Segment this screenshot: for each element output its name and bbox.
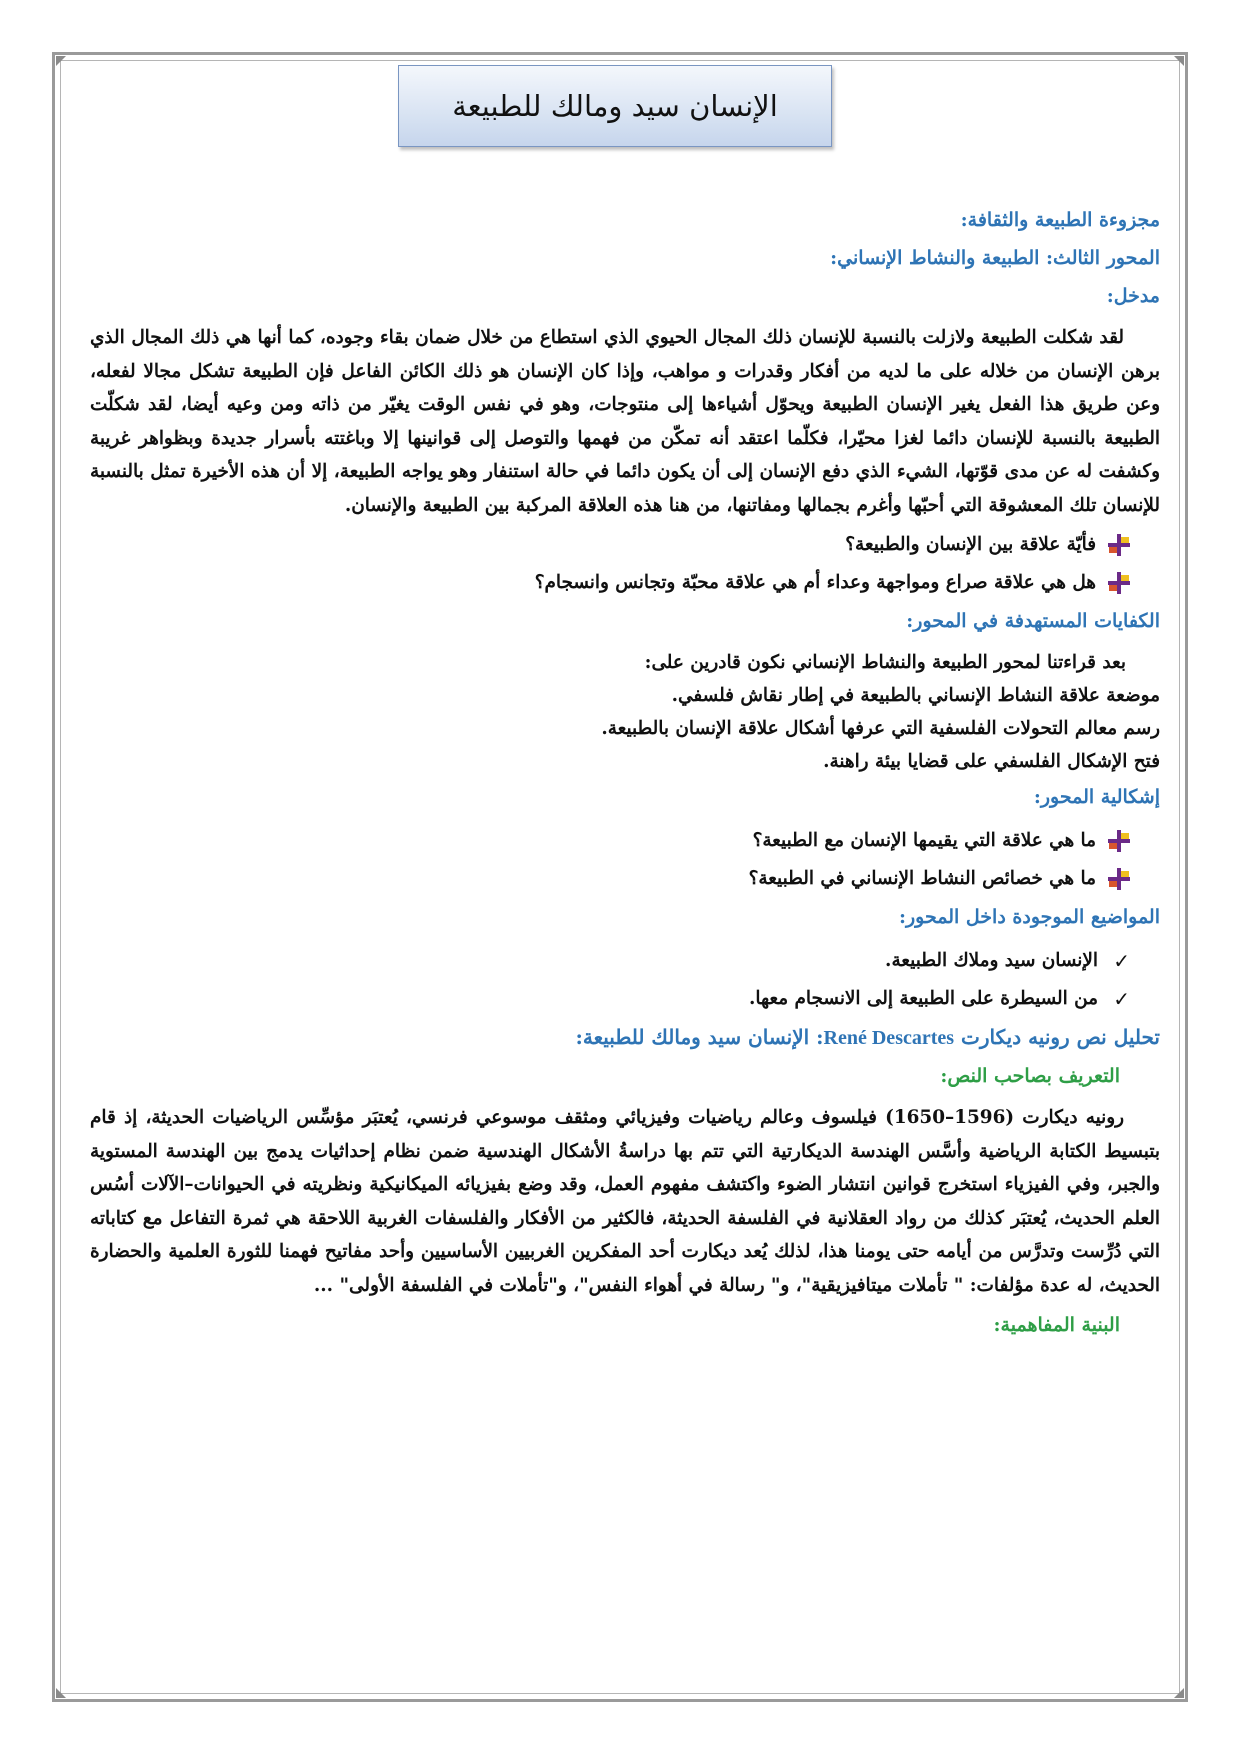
list-item: فأيّة علاقة بين الإنسان والطبيعة؟ — [90, 526, 1130, 564]
author-heading: التعريف بصاحب النص: — [940, 1065, 1120, 1087]
module-heading: مجزوءة الطبيعة والثقافة: — [960, 209, 1160, 231]
intro-paragraph — [90, 321, 1160, 522]
author-line: الهندسة المستوية والجبر، وفي الفيزياء استخرج قوانين انتشار الضوء واكتشف مفهوم العمل، وقد وضع بفيزيائه الميكانيكية ونظريته في — [90, 1140, 1160, 1195]
author-line: اللاحقة هي ثمرة التفاعل مع كتاباته التي دُرِّست وتدرَّس من أيامه حتى يومنا هذا، لذلك يُعد ديكارت أحد المفكرين الغربيين الأساسيين — [90, 1207, 1160, 1262]
axis-heading: المحور الثالث: الطبيعة والنشاط الإنساني: — [830, 247, 1160, 269]
intro-line: لقد شكلت الطبيعة ولازلت بالنسبة للإنسان ذلك المجال الحيوي الذي استطاع من خلال ضمان بقاء وجوده، كما أنها هي ذلك — [190, 327, 1124, 348]
list-item: ✓ الإنسان سيد وملاك الطبيعة. — [90, 942, 1130, 980]
text-analysis-heading: تحليل نص رونيه ديكارت René Descartes: الإنسان سيد ومالك للطبيعة: — [575, 1025, 1160, 1049]
corner-ornament — [56, 56, 66, 66]
competency-item: فتح الإشكال الفلسفي على قضايا بيئة راهنة. — [823, 751, 1160, 772]
intro-line: أيضا، لقد شكلّت الطبيعة بالنسبة للإنسان دائما لغزا محيّرا، فكلّما اعتقد أنه تمكّن من فهمها والتوصل إلى قوانينها إلا وباغتته بأسرار — [90, 394, 1160, 449]
concepts-heading: البنية المفاهمية: — [993, 1314, 1120, 1336]
author-line: رونيه ديكارت (1596–1650) فيلسوف وعالم رياضيات وفيزيائي ومثقف موسوعي فرنسي، يُعتبَر مؤسِّس الرياضيات — [212, 1107, 1125, 1128]
intro-line: المجال الذي برهن الإنسان من خلاله على ما لديه من أفكار وقدرات و مواهب، وإذا كان الإنسان هو ذلك الكائن الفاعل فإن الطبيعة — [90, 327, 1161, 382]
plus-bullet-icon — [1108, 572, 1130, 594]
corner-ornament — [1174, 56, 1184, 66]
author-line: الحيوانات–الآلات أسُس العلم الحديث، يُعتبَر كذلك من رواد العقلانية في الفلسفة الحديثة، فالكثير من الأفكار والفلسفات الغربية — [90, 1174, 1161, 1229]
author-line: الحديثة، إذ قام بتبسيط الكتابة الرياضية وأسَّس الهندسة الديكارتية التي تتم بها دراسةُ الأشكال الهندسية ضمن نظام إحداثيات يدمج بين — [90, 1107, 1160, 1162]
intro-questions-list — [90, 526, 1160, 602]
checkmark-icon: ✓ — [1113, 949, 1130, 973]
topics-heading: المواضيع الموجودة داخل المحور: — [898, 906, 1160, 928]
problem-questions-list — [90, 822, 1160, 898]
intro-line: أن هذه الأخيرة تمثل بالنسبة للإنسان تلك المعشوقة التي أحبّها وأغرم بجمالها ومفاتنها، من هنا هذه العلاقة المركبة بين الطبيعة والإنسان. — [90, 461, 1160, 516]
competencies-intro: بعد قراءتنا لمحور الطبيعة والنشاط الإنساني نكون قادرين على: — [644, 652, 1126, 673]
topics-list — [90, 942, 1160, 1018]
corner-ornament — [1174, 1688, 1184, 1698]
checkmark-icon: ✓ — [1113, 987, 1130, 1011]
plus-bullet-icon — [1108, 868, 1130, 890]
competencies-heading: الكفايات المستهدفة في المحور: — [906, 610, 1160, 632]
page-title: الإنسان سيد ومالك للطبيعة — [398, 65, 832, 147]
author-paragraph — [90, 1101, 1160, 1302]
plus-bullet-icon — [1108, 534, 1130, 556]
list-item: ما هي علاقة التي يقيمها الإنسان مع الطبيعة؟ — [90, 822, 1130, 860]
plus-bullet-icon — [1108, 830, 1130, 852]
author-line: الفلسفة الأولى" ... — [313, 1274, 463, 1296]
intro-heading: مدخل: — [1106, 285, 1160, 307]
document-body — [90, 207, 1160, 1350]
intro-line: جديدة وبظواهر غريبة وكشفت له عن مدى قوّتها، الشيء الذي دفع الإنسان إلى أن يكون دائما في حالة استنفار وهو يواجه الطبيعة، إلا — [90, 427, 1161, 482]
author-line: وأحد مفاتيح فهمنا للثورة العلمية والحضارة الحديث، له عدة مؤلفات: " تأملات ميتافيزيقية"، و" رسالة في أهواء النفس"، و"تأملات في — [90, 1241, 1160, 1296]
intro-line: تشكل مجالا لفعله، وعن طريق هذا الفعل يغير الإنسان الطبيعة ويحوّل أشياءها إلى منتوجات، وهو في نفس الوقت يغيّر من ذاته ومن وعيه — [90, 360, 1161, 415]
problem-heading: إشكالية المحور: — [1033, 786, 1160, 808]
list-item: ما هي خصائص النشاط الإنساني في الطبيعة؟ — [90, 860, 1130, 898]
list-item: هل هي علاقة صراع ومواجهة وعداء أم هي علاقة محبّة وتجانس وانسجام؟ — [90, 564, 1130, 602]
corner-ornament — [56, 1688, 66, 1698]
competency-item: رسم معالم التحولات الفلسفية التي عرفها أشكال علاقة الإنسان بالطبيعة. — [601, 718, 1160, 739]
list-item: ✓ من السيطرة على الطبيعة إلى الانسجام معها. — [90, 980, 1130, 1018]
competency-item: موضعة علاقة النشاط الإنساني بالطبيعة في إطار نقاش فلسفي. — [671, 685, 1160, 706]
